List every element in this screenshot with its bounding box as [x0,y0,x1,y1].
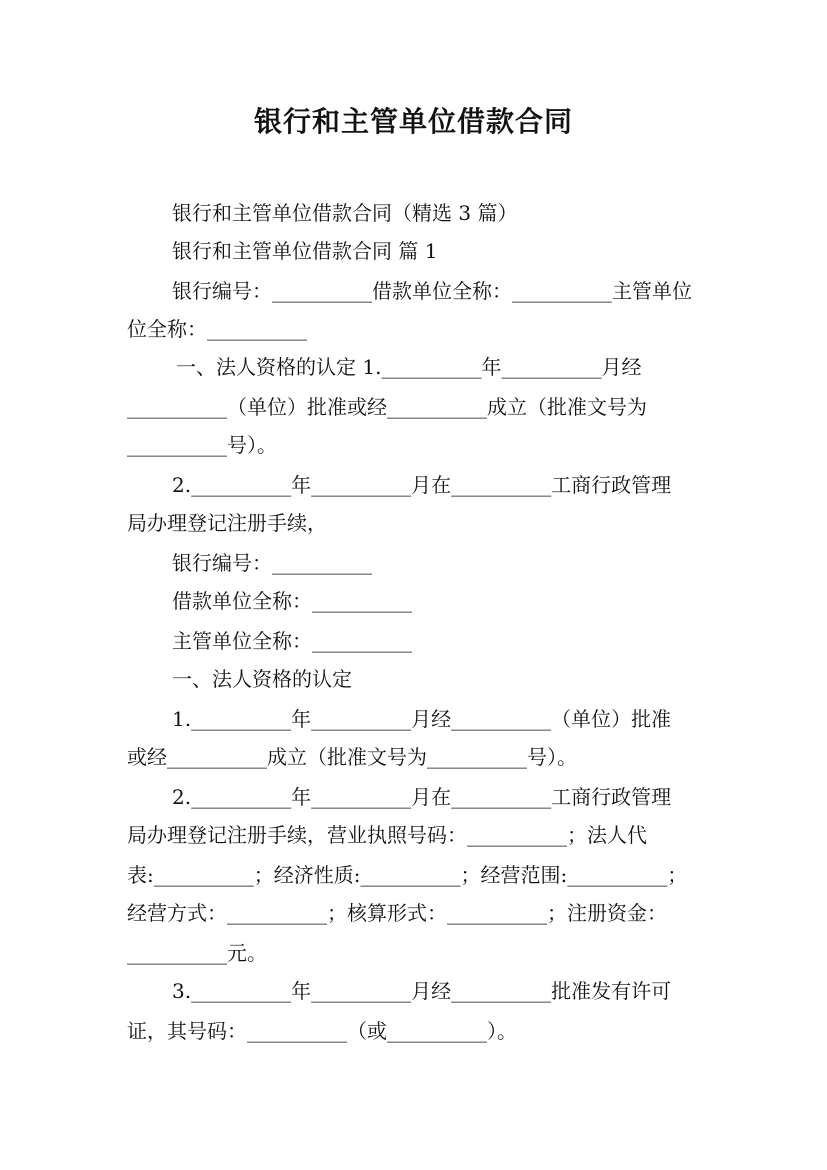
contract-line: 借款单位全称：__________ [172,589,412,613]
contract-line: 一、法人资格的认定 1.__________年__________月经 [176,355,642,379]
contract-line: __________（单位）批准或经__________成立（批准文号为 [127,395,647,419]
contract-line: __________元。 [127,941,267,965]
contract-line: 2.__________年__________月在__________工商行政管理 [172,473,672,497]
document-title: 银行和主管单位借款合同 [253,105,573,138]
contract-line: 银行编号：__________ [172,551,372,575]
intro-line: 银行和主管单位借款合同（精选 3 篇） [172,201,518,225]
contract-line: 位全称：__________ [127,317,307,341]
subtitle-line: 银行和主管单位借款合同 篇 1 [172,239,438,263]
contract-line: 表:__________；经济性质:__________；经营范围:__________； [127,863,688,887]
contract-line: 银行编号：__________借款单位全称：__________主管单位 [172,279,692,303]
contract-line: 局办理登记注册手续， [127,511,327,535]
contract-line: 或经__________成立（批准文号为__________号）。 [127,745,577,769]
contract-line: 主管单位全称：__________ [172,629,412,653]
section-heading: 一、法人资格的认定 [172,667,352,691]
contract-line: __________号）。 [127,433,277,457]
contract-line: 经营方式：__________；核算形式：__________；注册资金： [127,901,667,925]
contract-line: 证，其号码：__________（或__________）。 [127,1019,517,1043]
contract-line: 3.__________年__________月经__________批准发有许可 [172,979,672,1003]
contract-line: 1.__________年__________月经__________（单位）批准 [172,707,672,731]
contract-line: 2.__________年__________月在__________工商行政管理 [172,785,672,809]
contract-line: 局办理登记注册手续，营业执照号码：__________；法人代 [127,823,647,847]
